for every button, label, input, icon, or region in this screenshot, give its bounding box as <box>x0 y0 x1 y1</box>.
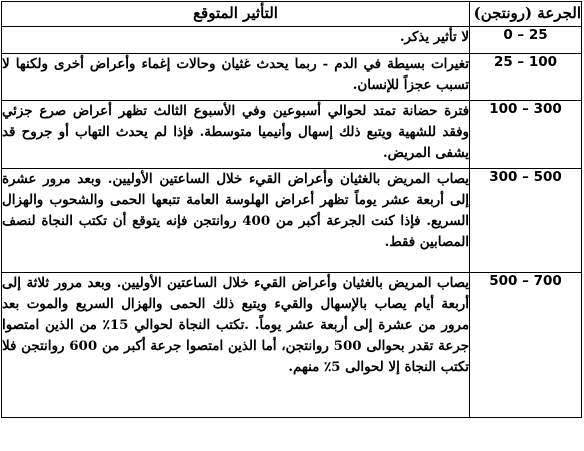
table-row <box>2 27 582 54</box>
table-row <box>2 101 582 169</box>
table-row <box>2 273 582 418</box>
dose-cell: 25 – 100 <box>470 54 582 101</box>
dose-cell: 300 – 500 <box>470 169 582 273</box>
effect-cell: يصاب المريض بالغثيان وأعراض القيء خلال الساعتين الأوليين. وبعد مرور ثلاثة إلى أربعة أيام يصاب بالإسهال والقيء ويتبع ذلك الحمى والهزال السريع والموت بعد مرور من عشرة إلى أربعة عشر يوماً. .تكتب النجاة لحوالي 15٪ من الذين امتصوا جرعة تقدر بحوالى 500 روانتجن، أما الذين امتصوا جرعة أكبر من 600 روانتجن فلا تكتب النجاة إلا لحوالى 5٪ منهم. <box>2 273 470 418</box>
header-effect: التأثير المتوقع <box>2 2 470 27</box>
dose-cell: 500 – 700 <box>470 273 582 418</box>
effect-cell: فترة حضانة تمتد لحوالي أسبوعين وفي الأسبوع الثالث تظهر أعراض صرع جزئي وفقد للشهية ويتبع ذلك إسهال وأنيميا متوسطة. فإذا لم يحدث التهاب أو جروح قد يشفى المريض. <box>2 101 470 169</box>
effect-cell: يصاب المريض بالغثيان وأعراض القيء خلال الساعتين الأوليين. وبعد مرور عشرة إلى أربعة عشر يوماً تظهر أعراض الهلوسة العامة تتبعها الحمى والشحوب والهزال السريع. فإذا كنت الجرعة أكبر من 400 روانتجن فإنه يتوقع أن تكتب النجاة لنصف المصابين فقط. <box>2 169 470 273</box>
radiation-dose-table <box>1 1 582 418</box>
effect-cell: لا تأثير يذكر. <box>2 27 470 54</box>
dose-cell: 0 – 25 <box>470 27 582 54</box>
table-header-row <box>2 2 582 27</box>
table-row <box>2 169 582 273</box>
effect-cell: تغيرات بسيطة في الدم - ربما يحدث غثيان وحالات إغماء وأعراض أخرى ولكنها لا تسبب عجزاً للإنسان. <box>2 54 470 101</box>
table-row <box>2 54 582 101</box>
dose-cell: 100 – 300 <box>470 101 582 169</box>
header-dose: الجرعة (رونتجن) <box>470 2 582 27</box>
